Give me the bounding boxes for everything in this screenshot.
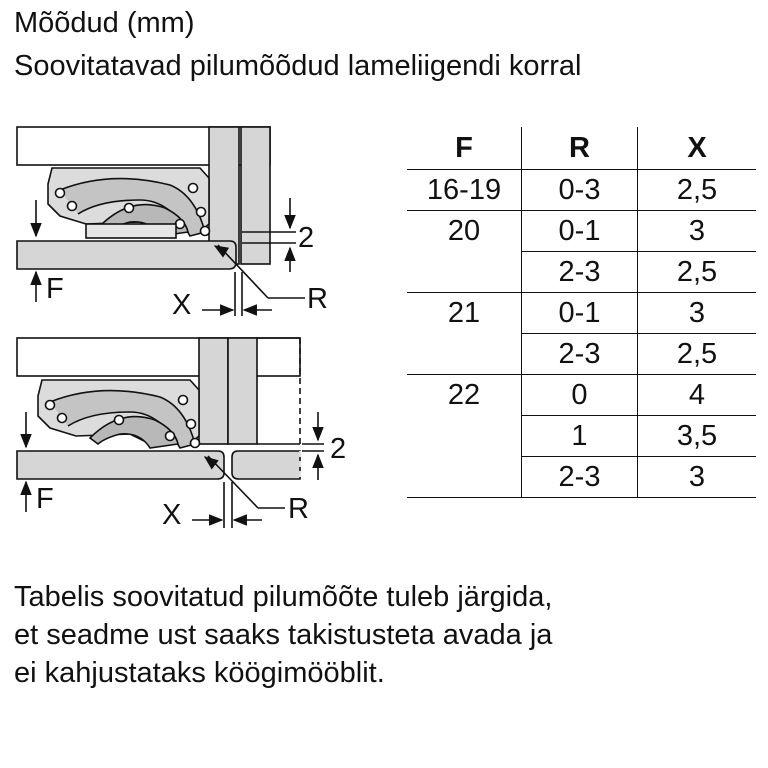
hinge-pivot <box>201 227 210 236</box>
table-row <box>407 416 756 457</box>
table-row <box>407 375 756 416</box>
cell-f: 21 <box>407 293 522 334</box>
column-header-f: F <box>407 127 522 170</box>
hinge-pivot <box>68 202 77 211</box>
hinge-pivot <box>58 414 67 423</box>
gap-dimension-table <box>407 127 756 498</box>
cell-x: 2,5 <box>638 170 757 211</box>
cell-f <box>407 252 522 293</box>
hinge-pivot <box>46 401 55 410</box>
table-row <box>407 457 756 498</box>
hinge-pivot <box>166 432 175 441</box>
hinge-pivot <box>179 396 188 405</box>
cell-r: 2-3 <box>522 334 638 375</box>
gap-label-top: 2 <box>298 222 315 254</box>
cell-x: 3,5 <box>638 416 757 457</box>
note-line: Tabelis soovitatud pilumõõte tuleb järgida, <box>14 581 553 613</box>
furniture-door <box>17 451 224 479</box>
hinge-pivot <box>189 184 198 193</box>
cell-r: 0-1 <box>522 293 638 334</box>
hinge-pivot <box>115 416 124 425</box>
table-row <box>407 170 756 211</box>
gap-label-bottom: 2 <box>330 433 347 465</box>
front-label-top: F <box>46 273 64 305</box>
door-panel-outer <box>199 338 228 444</box>
column-header-r: R <box>522 127 638 170</box>
cell-f: 20 <box>407 211 522 252</box>
column-header-x: X <box>638 127 757 170</box>
instruction-note <box>14 578 552 692</box>
page-subtitle: Soovitatavad pilumõõdud lameliigendi korral <box>14 50 582 82</box>
adjacent-panel <box>232 451 300 479</box>
door-panel-inner <box>228 338 257 444</box>
cell-r: 0-1 <box>522 211 638 252</box>
radius-label-top: R <box>307 283 328 315</box>
cell-x: 4 <box>638 375 757 416</box>
cell-f: 16-19 <box>407 170 522 211</box>
cell-r: 1 <box>522 416 638 457</box>
cell-f <box>407 416 522 457</box>
table-row <box>407 293 756 334</box>
radius-label-bottom: R <box>288 493 309 525</box>
cell-x: 3 <box>638 457 757 498</box>
cell-r: 2-3 <box>522 252 638 293</box>
cell-x: 3 <box>638 293 757 334</box>
cell-r: 0 <box>522 375 638 416</box>
offset-label-top: X <box>172 289 192 321</box>
table-row <box>407 211 756 252</box>
cell-f: 22 <box>407 375 522 416</box>
cell-x: 2,5 <box>638 334 757 375</box>
furniture-door <box>17 241 236 269</box>
hinge-pivot <box>125 204 134 213</box>
cell-x: 3 <box>638 211 757 252</box>
hinge-pivot <box>191 439 200 448</box>
front-label-bottom: F <box>36 483 54 515</box>
page-title: Mõõdud (mm) <box>14 7 195 39</box>
table-header-row <box>407 127 756 170</box>
cell-x: 2,5 <box>638 252 757 293</box>
offset-label-bottom: X <box>162 499 182 531</box>
cell-r: 0-3 <box>522 170 638 211</box>
table-row <box>407 252 756 293</box>
cell-r: 2-3 <box>522 457 638 498</box>
cell-f <box>407 334 522 375</box>
note-line: et seadme ust saaks takistusteta avada ja <box>14 619 553 651</box>
cell-f <box>407 457 522 498</box>
hinge-pivot <box>187 420 196 429</box>
mount-block <box>86 224 176 238</box>
note-line: ei kahjustataks köögimööblit. <box>14 657 385 689</box>
hinge-pivot <box>56 189 65 198</box>
hinge-pivot <box>176 220 185 229</box>
table-row <box>407 334 756 375</box>
hinge-pivot <box>197 208 206 217</box>
